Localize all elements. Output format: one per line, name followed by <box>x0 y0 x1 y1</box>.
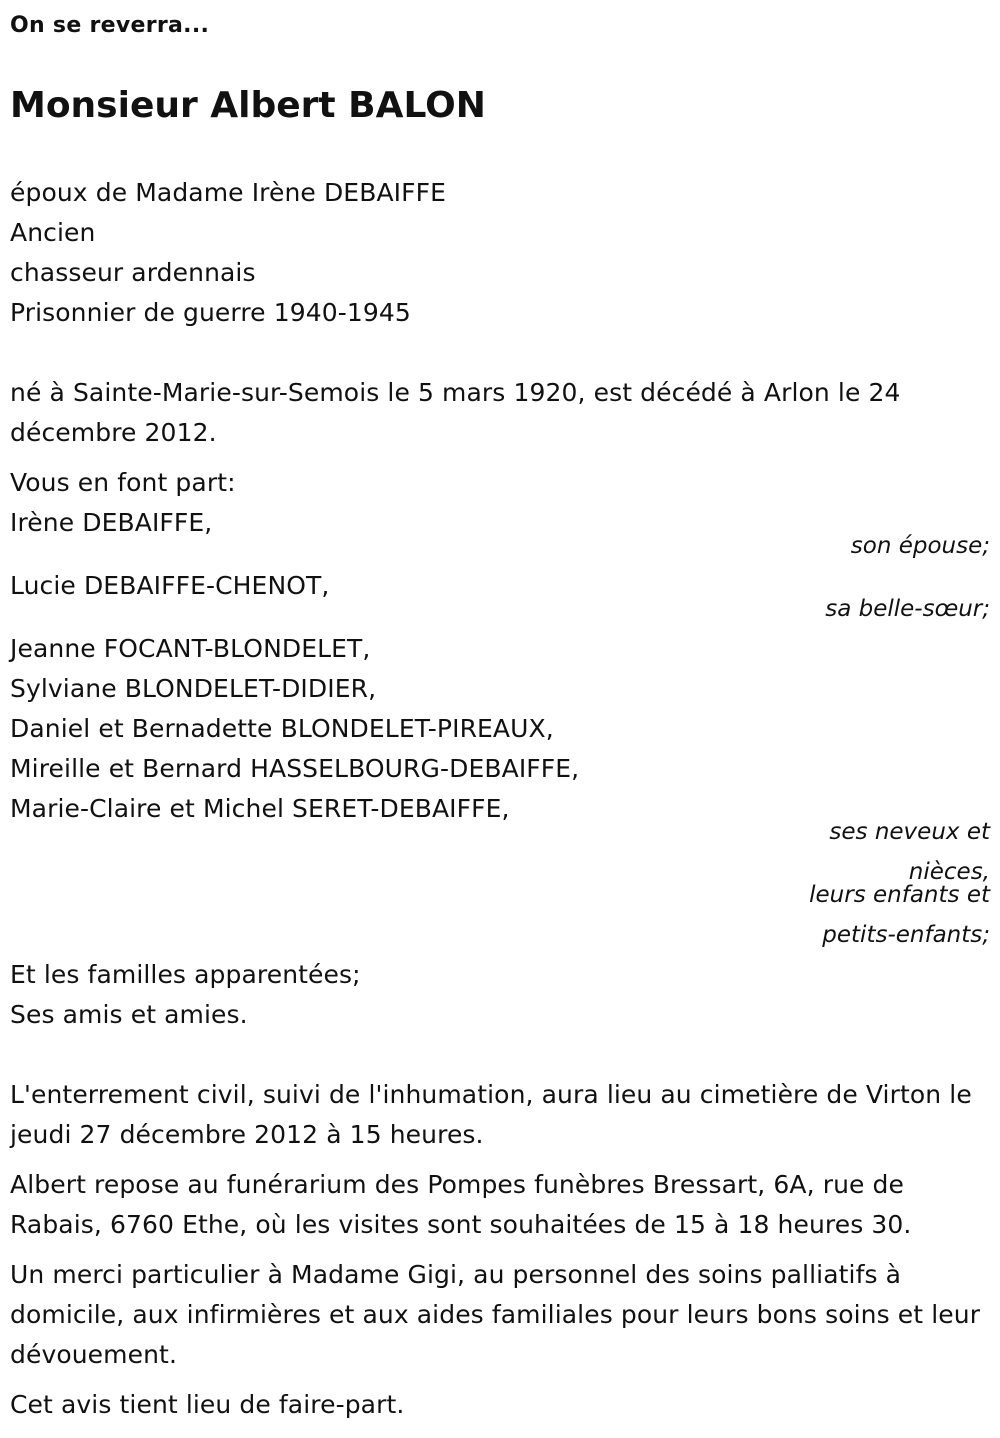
intro-regiment-line: chasseur ardennais <box>10 258 256 287</box>
announce-label: Vous en font part: <box>10 468 236 497</box>
sister-in-law-role: sa belle-sœur; <box>825 596 990 622</box>
family-member-1: Jeanne FOCANT-BLONDELET, <box>10 634 371 663</box>
intro-spouse-line: époux de Madame Irène DEBAIFFE <box>10 178 446 207</box>
funeral-paragraph: L'enterrement civil, suivi de l'inhumation, aura lieu au cimetière de Virton le jeudi 27 décembre 2012 à 15 heures. <box>10 1080 972 1149</box>
thanks-paragraph: Un merci particulier à Madame Gigi, au personnel des soins palliatifs à domicile, aux infirmières et aux aides familiales pour leurs bons soins et leur dévouement. <box>10 1260 981 1369</box>
friends-line: Ses amis et amies. <box>10 1000 248 1029</box>
kicker-text: On se reverra... <box>10 13 210 38</box>
extended-family-line: Et les familles apparentées; <box>10 960 361 989</box>
intro-ancien-line: Ancien <box>10 218 96 247</box>
family-member-4: Mireille et Bernard HASSELBOURG-DEBAIFFE, <box>10 754 580 783</box>
spouse-role: son épouse; <box>850 533 990 559</box>
closing-line: Cet avis tient lieu de faire-part. <box>10 1390 405 1419</box>
family-member-3: Daniel et Bernadette BLONDELET-PIREAUX, <box>10 714 554 743</box>
birth-death-paragraph: né à Sainte-Marie-sur-Semois le 5 mars 1920, est décédé à Arlon le 24 décembre 2012. <box>10 378 901 447</box>
visitation-paragraph: Albert repose au funérarium des Pompes funèbres Bressart, 6A, rue de Rabais, 6760 Ethe, où les visites sont souhaitées de 15 à 18 heures 30. <box>10 1170 912 1239</box>
sister-in-law-name: Lucie DEBAIFFE-CHENOT, <box>10 571 330 600</box>
spouse-name: Irène DEBAIFFE, <box>10 508 213 537</box>
nephews-role: ses neveux et nièces, <box>829 819 990 885</box>
intro-prisoner-line: Prisonnier de guerre 1940-1945 <box>10 298 411 327</box>
page-title: Monsieur Albert BALON <box>10 85 486 126</box>
grandchildren-role: leurs enfants et petits-enfants; <box>809 882 990 948</box>
family-member-5: Marie-Claire et Michel SERET-DEBAIFFE, <box>10 794 510 823</box>
family-member-2: Sylviane BLONDELET-DIDIER, <box>10 674 377 703</box>
